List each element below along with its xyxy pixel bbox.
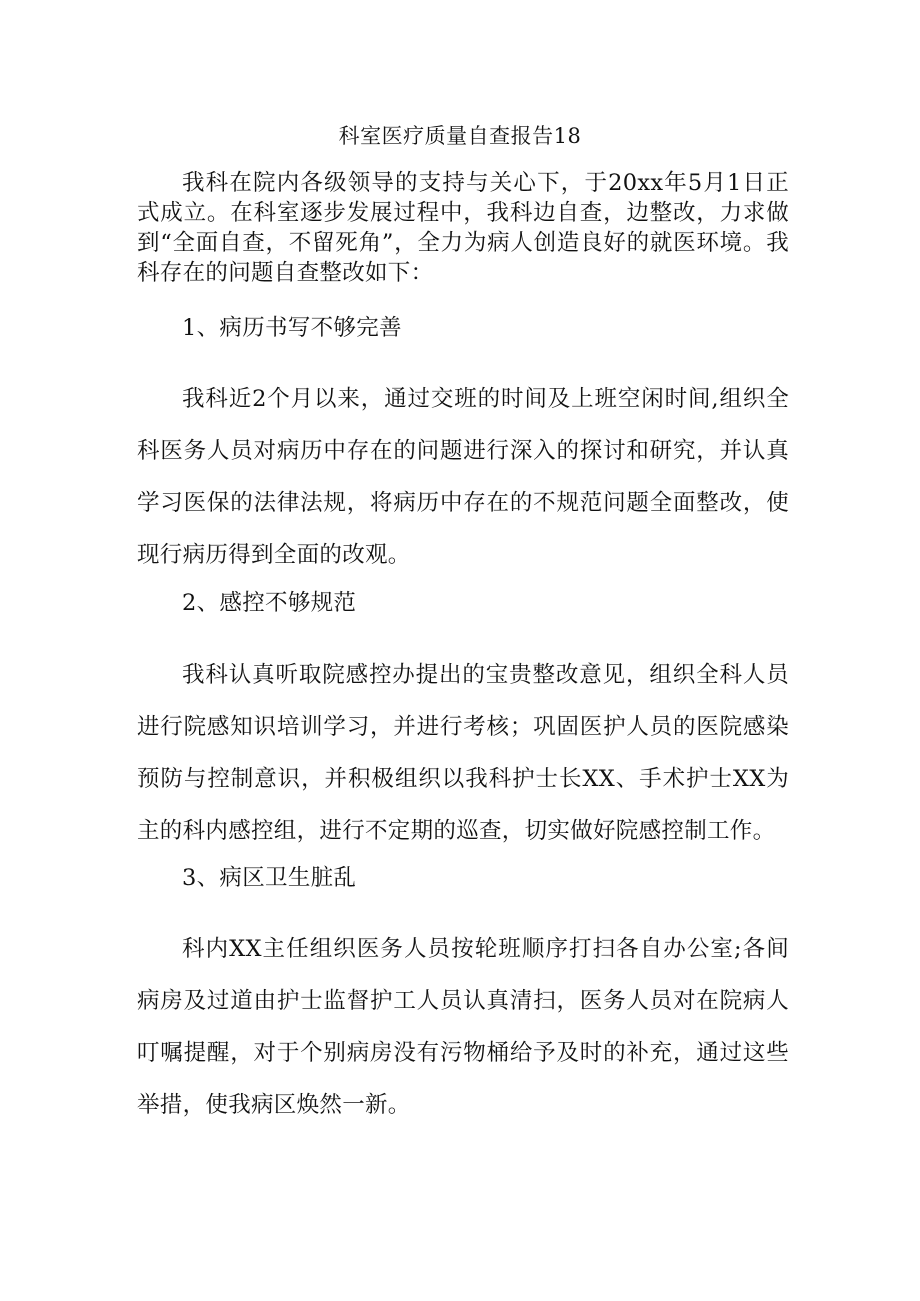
section-heading-2: 2、感控不够规范 <box>182 590 357 616</box>
section-body-3: 科内XX主任组织医务人员按轮班顺序打扫各自办公室;各间病房及过道由护士监督护工人员认真清扫，医务人员对在院病人叮嘱提醒，对于个别病房没有污物桶给予及时的补充，通过这些举措，使我病区焕然一新。 <box>137 936 789 1118</box>
section-heading-3: 3、病区卫生脏乱 <box>182 865 357 891</box>
document-title: 科室医疗质量自查报告18 <box>338 124 582 148</box>
intro-paragraph: 我科在院内各级领导的支持与关心下，于20xx年5月1日正式成立。在科室逐步发展过程中，我科边自查，边整改，力求做到“全面自查，不留死角”，全力为病人创造良好的就医环境。我科存在的问题自查整改如下： <box>137 170 789 286</box>
section-body-1: 我科近2个月以来，通过交班的时间及上班空闲时间,组织全科医务人员对病历中存在的问题进行深入的探讨和研究，并认真学习医保的法律法规，将病历中存在的不规范问题全面整改，使现行病历得到全面的改观。 <box>137 386 789 568</box>
section-body-2: 我科认真听取院感控办提出的宝贵整改意见，组织全科人员进行院感知识培训学习，并进行考核；巩固医护人员的医院感染预防与控制意识，并积极组织以我科护士长XX、手术护士XX为主的科内感控组，进行不定期的巡查，切实做好院感控制工作。 <box>137 662 789 844</box>
section-heading-1: 1、病历书写不够完善 <box>182 315 402 341</box>
